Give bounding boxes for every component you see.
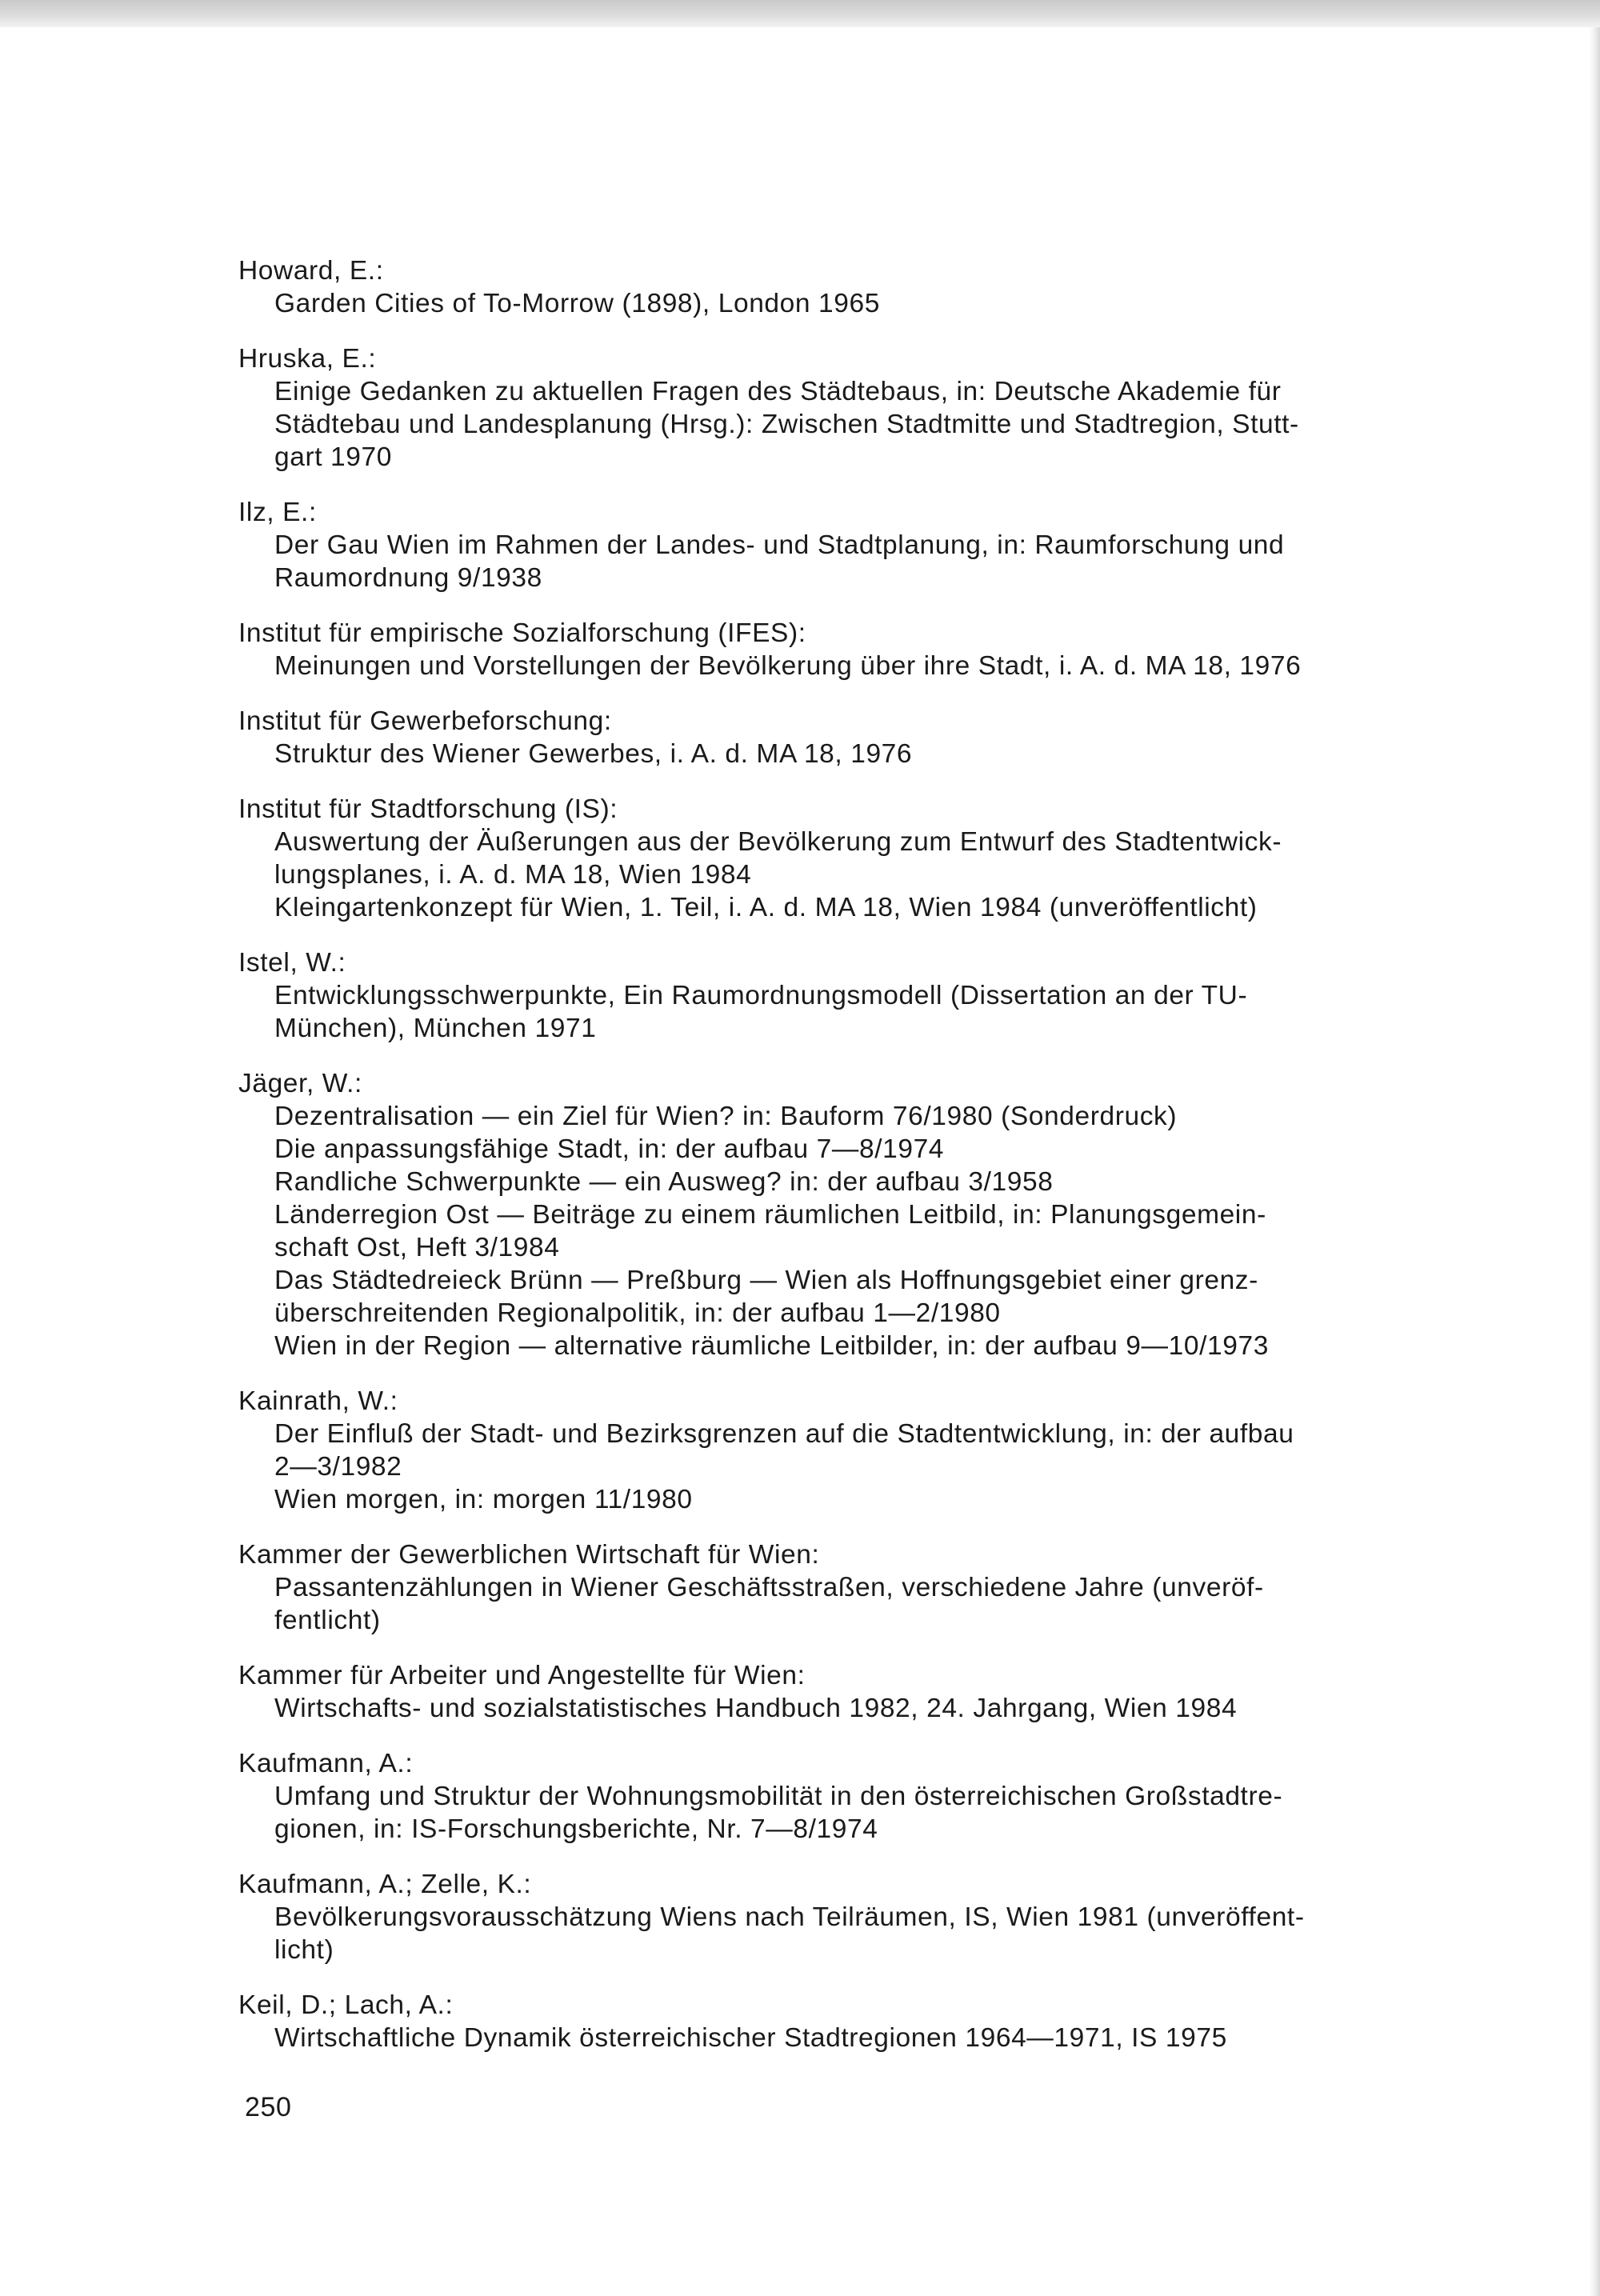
bibliography-entry [238, 1659, 1374, 1725]
entry-author: Jäger, W.: [238, 1069, 362, 1098]
entry-work-line: fentlicht) [274, 1606, 381, 1635]
scan-border-top [0, 0, 1600, 27]
entry-work-line: Bevölkerungsvorausschätzung Wiens nach Teilräumen, IS, Wien 1981 (unveröffent- [274, 1902, 1305, 1932]
entry-work-line: Wien morgen, in: morgen 11/1980 [274, 1485, 693, 1514]
bibliography-entry [238, 946, 1374, 1045]
entry-work-line: Der Einfluß der Stadt- und Bezirksgrenzen auf die Stadtentwicklung, in: der aufbau [274, 1419, 1294, 1449]
entry-author: Institut für Gewerbeforschung: [238, 706, 612, 736]
entry-work-line: Garden Cities of To-Morrow (1898), London 1965 [274, 289, 880, 318]
bibliography-entry [238, 1747, 1374, 1846]
entry-work-line: lungsplanes, i. A. d. MA 18, Wien 1984 [274, 860, 752, 890]
entry-work-line: Kleingartenkonzept für Wien, 1. Teil, i. A. d. MA 18, Wien 1984 (unveröffentlicht) [274, 893, 1258, 922]
entry-work-line: Einige Gedanken zu aktuellen Fragen des Städtebaus, in: Deutsche Akademie für [274, 377, 1282, 406]
entry-author: Ilz, E.: [238, 498, 317, 527]
bibliography-entry [238, 1538, 1374, 1637]
entry-work-line: Wirtschaftliche Dynamik österreichischer Stadtregionen 1964—1971, IS 1975 [274, 2023, 1227, 2053]
entry-work-line: Umfang und Struktur der Wohnungsmobilität in den österreichischen Großstadtre- [274, 1782, 1283, 1811]
entry-work-line: Wien in der Region — alternative räumliche Leitbilder, in: der aufbau 9—10/1973 [274, 1331, 1269, 1361]
entry-work-line: Struktur des Wiener Gewerbes, i. A. d. MA 18, 1976 [274, 739, 913, 769]
entry-work-line: Der Gau Wien im Rahmen der Landes- und Stadtplanung, in: Raumforschung und [274, 530, 1285, 560]
entry-author: Howard, E.: [238, 256, 384, 286]
bibliography-entry [238, 1868, 1374, 1966]
entry-work-line: Städtebau und Landesplanung (Hrsg.): Zwischen Stadtmitte und Stadtregion, Stutt- [274, 410, 1299, 439]
entry-work-line: München), München 1971 [274, 1014, 597, 1043]
entry-author: Kainrath, W.: [238, 1386, 398, 1416]
entry-author: Keil, D.; Lach, A.: [238, 1990, 454, 2020]
bibliography-entry [238, 1067, 1374, 1362]
page-number: 250 [245, 2092, 292, 2122]
bibliography-entry [238, 617, 1374, 682]
entry-work-line: überschreitenden Regionalpolitik, in: der aufbau 1—2/1980 [274, 1298, 1001, 1328]
entry-work-line: Länderregion Ost — Beiträge zu einem räumlichen Leitbild, in: Planungsgemein- [274, 1200, 1266, 1230]
entry-work-line: Auswertung der Äußerungen aus der Bevölkerung zum Entwurf des Stadtentwick- [274, 827, 1282, 857]
entry-work-line: Wirtschafts- und sozialstatistisches Handbuch 1982, 24. Jahrgang, Wien 1984 [274, 1694, 1238, 1723]
entry-work-line: Entwicklungsschwerpunkte, Ein Raumordnungsmodell (Dissertation an der TU- [274, 981, 1248, 1010]
entry-work-line: gart 1970 [274, 442, 392, 472]
bibliography-entry [238, 496, 1374, 594]
entry-author: Institut für empirische Sozialforschung (IFES): [238, 618, 806, 648]
entry-work-line: licht) [274, 1935, 334, 1965]
entry-author: Institut für Stadtforschung (IS): [238, 794, 618, 824]
bibliography-entry [238, 254, 1374, 320]
entry-work-line: Das Städtedreieck Brünn — Preßburg — Wien als Hoffnungsgebiet einer grenz- [274, 1266, 1258, 1295]
entry-work-line: gionen, in: IS-Forschungsberichte, Nr. 7—8/1974 [274, 1814, 878, 1844]
entry-work-line: 2—3/1982 [274, 1452, 402, 1482]
entry-work-line: Die anpassungsfähige Stadt, in: der aufbau 7—8/1974 [274, 1134, 945, 1164]
scan-border-right [1589, 27, 1600, 2296]
entry-author: Kammer für Arbeiter und Angestellte für Wien: [238, 1661, 806, 1690]
entry-author: Kaufmann, A.; Zelle, K.: [238, 1870, 532, 1899]
bibliography-entry [238, 1989, 1374, 2054]
entry-author: Kammer der Gewerblichen Wirtschaft für Wien: [238, 1540, 820, 1570]
entry-work-line: Dezentralisation — ein Ziel für Wien? in: Bauform 76/1980 (Sonderdruck) [274, 1102, 1178, 1131]
entry-author: Kaufmann, A.: [238, 1749, 414, 1778]
entry-author: Istel, W.: [238, 948, 346, 978]
entry-author: Hruska, E.: [238, 344, 377, 374]
bibliography-entry [238, 1385, 1374, 1516]
entry-work-line: Passantenzählungen in Wiener Geschäftsstraßen, verschiedene Jahre (unveröf- [274, 1573, 1264, 1602]
bibliography-list [238, 254, 1374, 2077]
entry-work-line: schaft Ost, Heft 3/1984 [274, 1233, 560, 1262]
entry-work-line: Raumordnung 9/1938 [274, 563, 542, 593]
bibliography-entry [238, 793, 1374, 924]
bibliography-entry [238, 342, 1374, 474]
entry-work-line: Randliche Schwerpunkte — ein Ausweg? in: der aufbau 3/1958 [274, 1167, 1054, 1197]
entry-work-line: Meinungen und Vorstellungen der Bevölkerung über ihre Stadt, i. A. d. MA 18, 1976 [274, 651, 1302, 681]
bibliography-entry [238, 705, 1374, 770]
